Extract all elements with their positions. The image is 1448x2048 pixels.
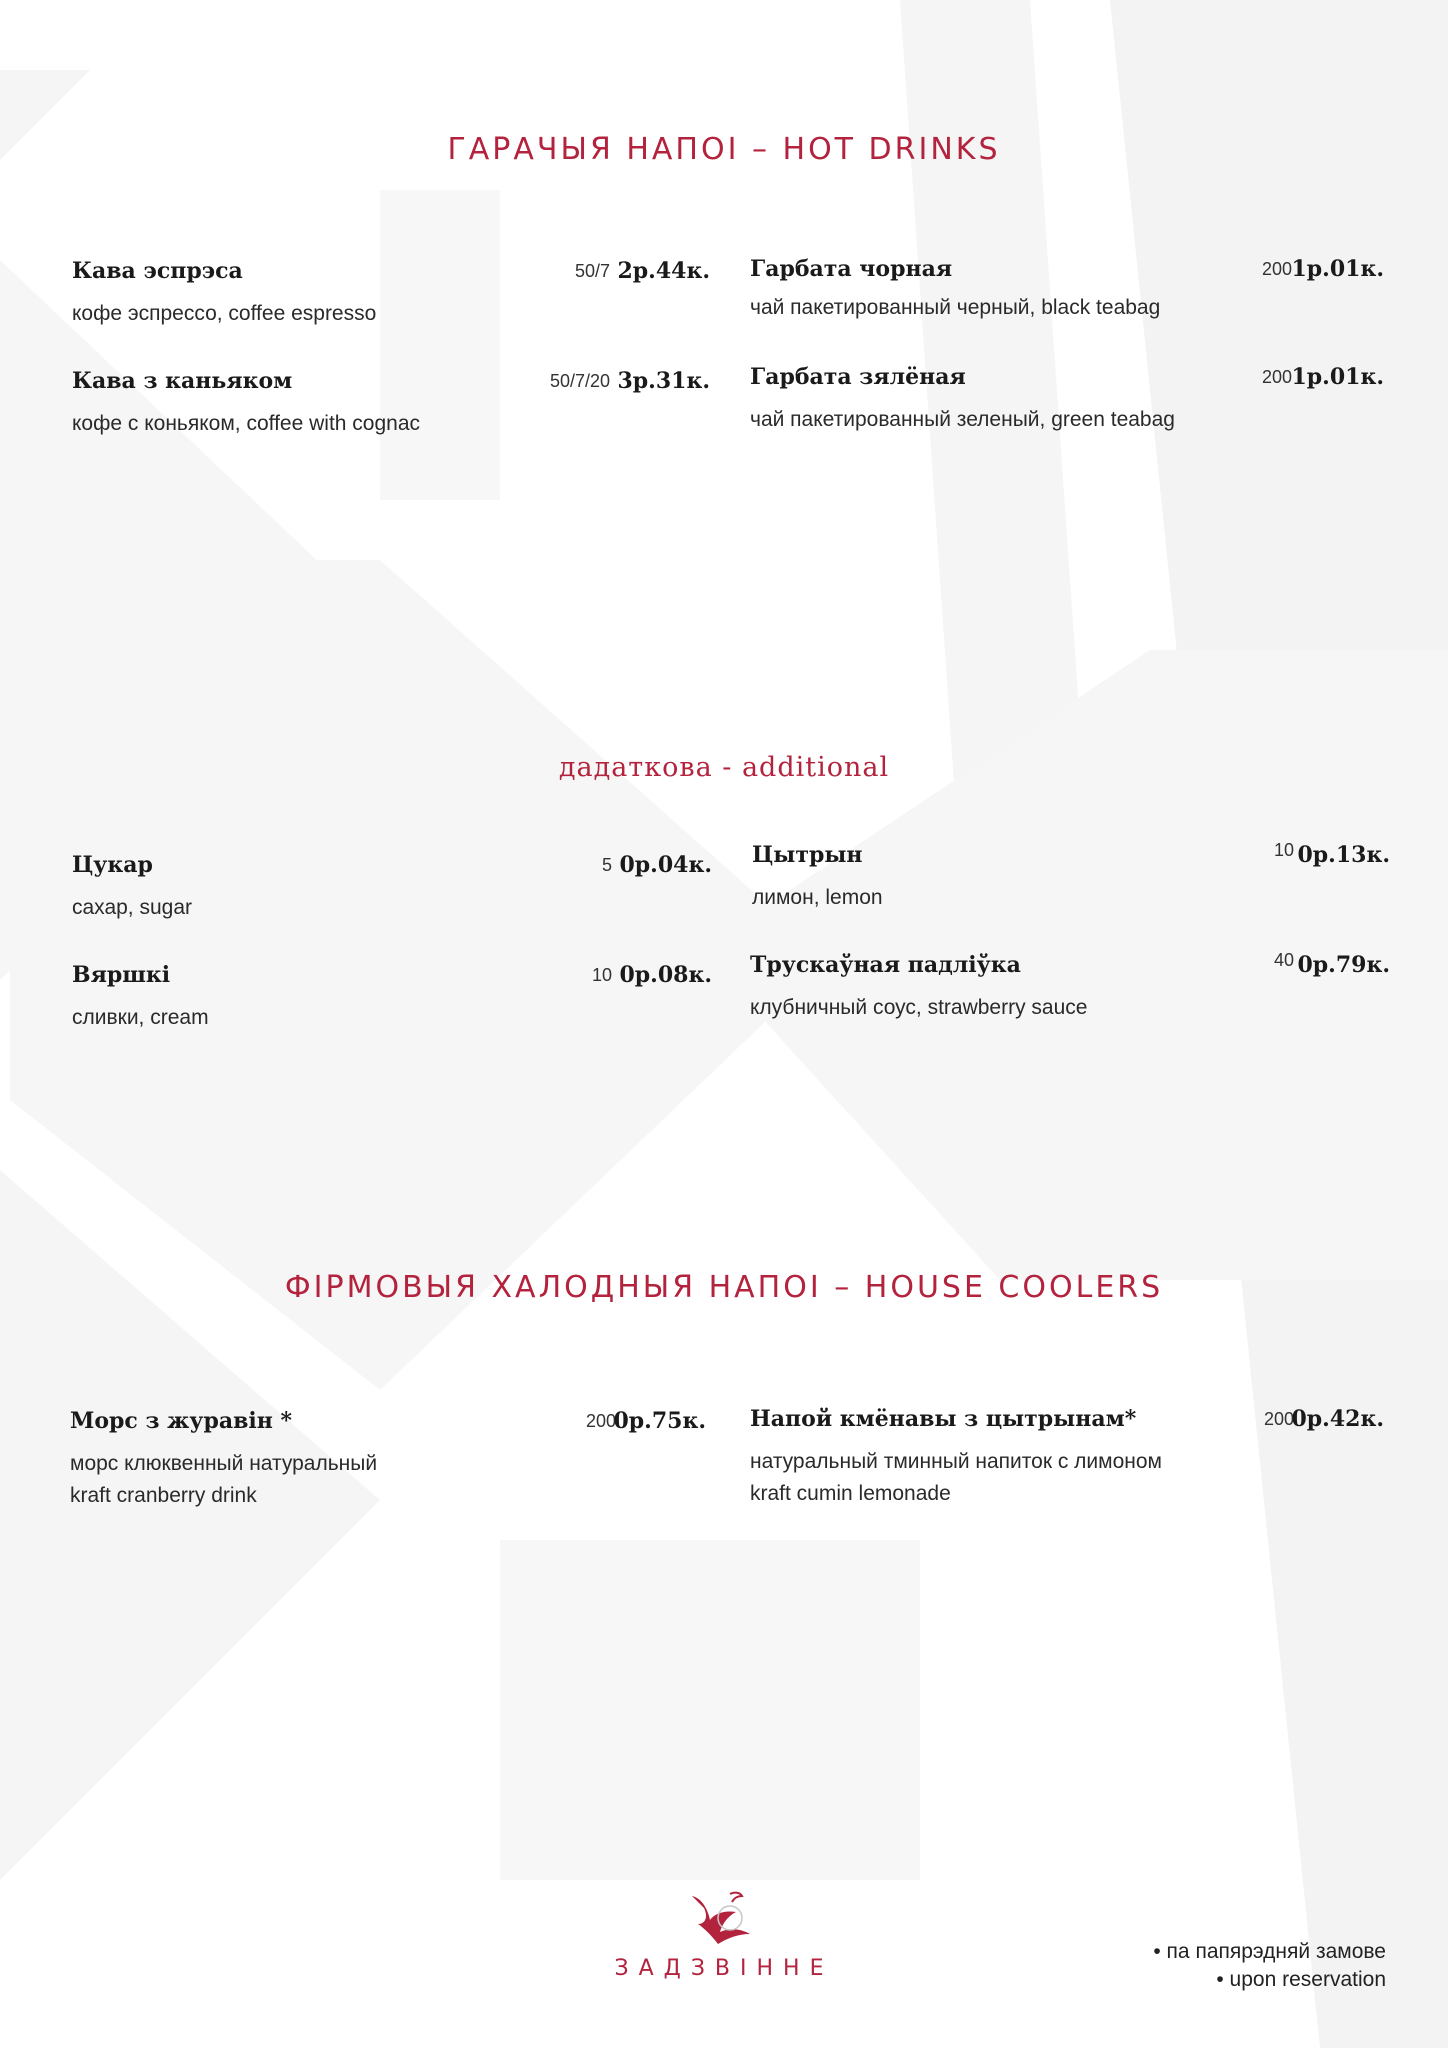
item-portion: 200 xyxy=(1263,1409,1294,1429)
item-portion: 200 xyxy=(585,1411,616,1431)
item-name: Гарбата зялёная xyxy=(750,364,966,390)
item-description-line: kraft cumin lemonade xyxy=(750,1482,951,1505)
additional-title: дадаткова - additional xyxy=(558,752,890,783)
item-price: 0р.75к. xyxy=(613,1408,706,1434)
item-name: Кава эспрэса xyxy=(72,258,243,284)
item-portion: 10 xyxy=(591,965,612,985)
item-description: кофе эспрессо, coffee espresso xyxy=(72,302,377,325)
hot-drinks-title: ГАРАЧЫЯ НАПОІ – HOT DRINKS xyxy=(447,132,1001,167)
item-price: 0р.04к. xyxy=(619,852,712,878)
footnote-line: • upon reservation xyxy=(1216,1968,1386,1991)
item-description xyxy=(750,1446,1162,1510)
item-portion: 5 xyxy=(601,855,612,875)
item-description: сахар, sugar xyxy=(72,896,193,919)
reservation-footnote xyxy=(1153,1938,1386,1994)
item-price: 3р.31к. xyxy=(617,368,710,394)
item-name: Вяршкі xyxy=(72,962,171,988)
item-price: 2р.44к. xyxy=(617,258,710,284)
item-name: Трускаўная падліўка xyxy=(750,952,1021,978)
item-description: клубничный соус, strawberry sauce xyxy=(750,996,1088,1019)
item-price: 1р.01к. xyxy=(1291,364,1384,390)
item-name: Морс з журавін * xyxy=(70,1408,293,1434)
item-description xyxy=(70,1448,377,1512)
item-name: Цукар xyxy=(72,852,153,878)
item-portion: 50/7 xyxy=(574,261,610,281)
item-price: 0р.08к. xyxy=(619,962,712,988)
item-description: чай пакетированный зеленый, green teabag xyxy=(750,408,1175,431)
item-portion: 10 xyxy=(1273,840,1294,860)
coolers-title: ФІРМОВЫЯ ХАЛОДНЫЯ НАПОІ – HOUSE COOLERS xyxy=(284,1270,1164,1305)
item-description: сливки, cream xyxy=(72,1006,209,1029)
item-portion: 200 xyxy=(1261,367,1292,387)
item-description: кофе с коньяком, coffee with cognac xyxy=(72,412,421,435)
item-name: Цытрын xyxy=(752,842,863,868)
item-price: 0р.13к. xyxy=(1297,842,1390,868)
brand-name: ЗАДЗВІННЕ xyxy=(614,1956,834,1981)
item-name: Гарбата чорная xyxy=(750,256,953,282)
item-price: 1р.01к. xyxy=(1291,256,1384,282)
item-name: Напой кмёнавы з цытрынам* xyxy=(750,1406,1137,1432)
item-description-line: натуральный тминный напиток с лимоном xyxy=(750,1450,1162,1473)
item-description: чай пакетированный черный, black teabag xyxy=(750,296,1161,319)
item-price: 0р.42к. xyxy=(1291,1406,1384,1432)
restaurant-logo xyxy=(614,1888,834,1998)
item-name: Кава з каньяком xyxy=(72,368,293,394)
stork-icon xyxy=(684,1888,764,1948)
item-description-line: морс клюквенный натуральный xyxy=(70,1452,378,1475)
item-portion: 40 xyxy=(1273,950,1294,970)
footnote-line: • па папярэдняй замове xyxy=(1153,1940,1386,1963)
item-description: лимон, lemon xyxy=(752,886,883,909)
item-price: 0р.79к. xyxy=(1297,952,1390,978)
item-portion: 200 xyxy=(1261,259,1292,279)
item-portion: 50/7/20 xyxy=(549,371,610,391)
item-description-line: kraft cranberry drink xyxy=(70,1484,257,1507)
